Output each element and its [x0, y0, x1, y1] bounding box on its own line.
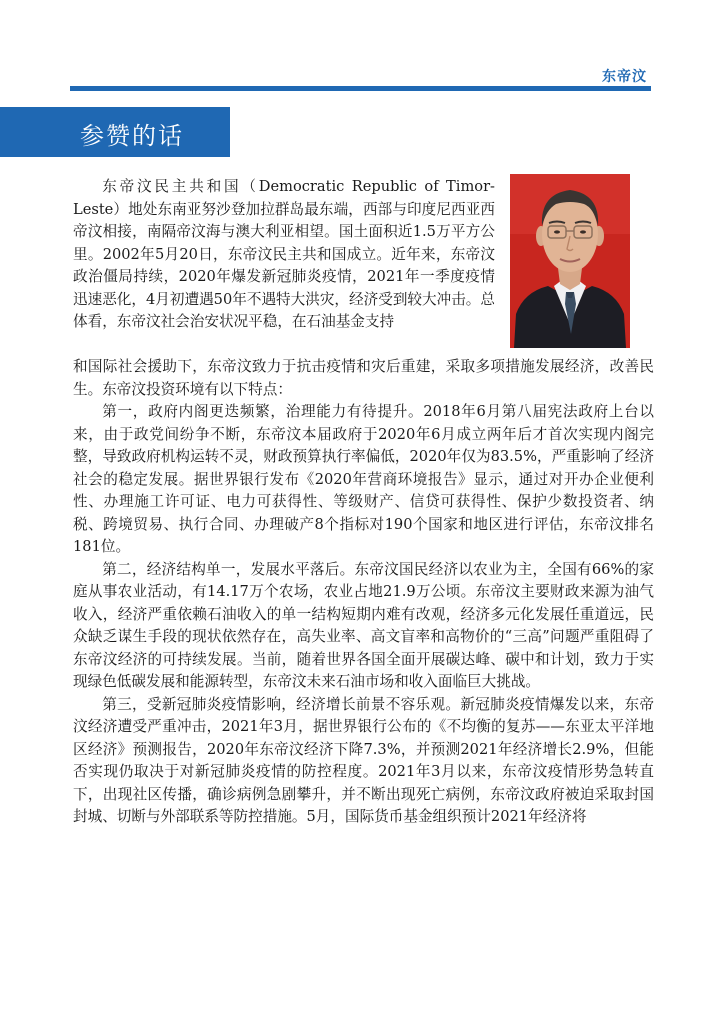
section-title: 参赞的话 [80, 122, 184, 150]
paragraph-governance: 第一，政府内阁更迭频繁，治理能力有待提升。2018年6月第八届宪法政府上台以来，由于政党间纷争不断，东帝汶本届政府于2020年6月成立两年后才首次实现内阁完整，导致政府机构运转不灵，财政预算执行率偏低，2020年仅为83.5%，严重影响了经济社会的稳定发展。据世界银行发布《2020年营商环境报告》显示，通过对开办企业便利性、办理施工许可证、电力可获得性、等级财产、信贷可获得性、保护少数投资者、纳税、跨境贸易、执行合同、办理破产8个指标对190个国家和地区进行评估，东帝汶排名181位。 [73, 403, 654, 555]
intro-paragraph-wrapped: 东帝汶民主共和国（Democratic Republic of Timor-Leste）地处东南亚努沙登加拉群岛最东端，西部与印度尼西亚西帝汶相接，南隔帝汶海与澳大利亚相望。国土面积近1.5万平方公里。2002年5月20日，东帝汶民主共和国成立。近年来，东帝汶政治僵局持续，2020年爆发新冠肺炎疫情，2021年一季度疫情迅速恶化，4月初遭遇50年不遇特大洪灾，经济受到较大冲击。总体看，东帝汶社会治安状况平稳，在石油基金支持 [73, 178, 495, 330]
header-rule [70, 86, 651, 91]
intro-paragraph-rest: 和国际社会援助下，东帝汶致力于抗击疫情和灾后重建，采取多项措施发展经济，改善民生。东帝汶投资环境有以下特点： [73, 358, 654, 398]
paragraph-covid-outlook: 第三，受新冠肺炎疫情影响，经济增长前景不容乐观。新冠肺炎疫情爆发以来，东帝汶经济遭受严重冲击，2021年3月，据世界银行公布的《不均衡的复苏——东亚太平洋地区经济》预测报告，2020年东帝汶经济下降7.3%，并预测2021年经济增长2.9%，但能否实现仍取决于对新冠肺炎疫情的防控程度。2021年3月以来，东帝汶疫情形势急转直下，出现社区传播，确诊病例急剧攀升，并不断出现死亡病例，东帝汶政府被迫采取封国封城、切断与外部联系等防控措施。5月，国际货币基金组织预计2021年经济将 [73, 695, 654, 825]
running-header-title: 东帝汶 [602, 69, 647, 85]
paragraph-economic-structure: 第二，经济结构单一，发展水平落后。东帝汶国民经济以农业为主，全国有66%的家庭从事农业活动，有14.17万个农场，农业占地21.9万公顷。东帝汶主要财政来源为油气收入，经济严重依赖石油收入的单一结构短期内难有改观，经济多元化发展任重道远，民众缺乏谋生手段的现状依然存在，高失业率、高文盲率和高物价的“三高”问题严重阻碍了东帝汶经济的可持续发展。当前，随着世界各国全面开展碳达峰、碳中和计划，致力于实现绿色低碳发展和能源转型，东帝汶未来石油市场和收入面临巨大挑战。 [73, 560, 654, 690]
body-text [73, 401, 654, 829]
portrait-photo [510, 174, 630, 348]
